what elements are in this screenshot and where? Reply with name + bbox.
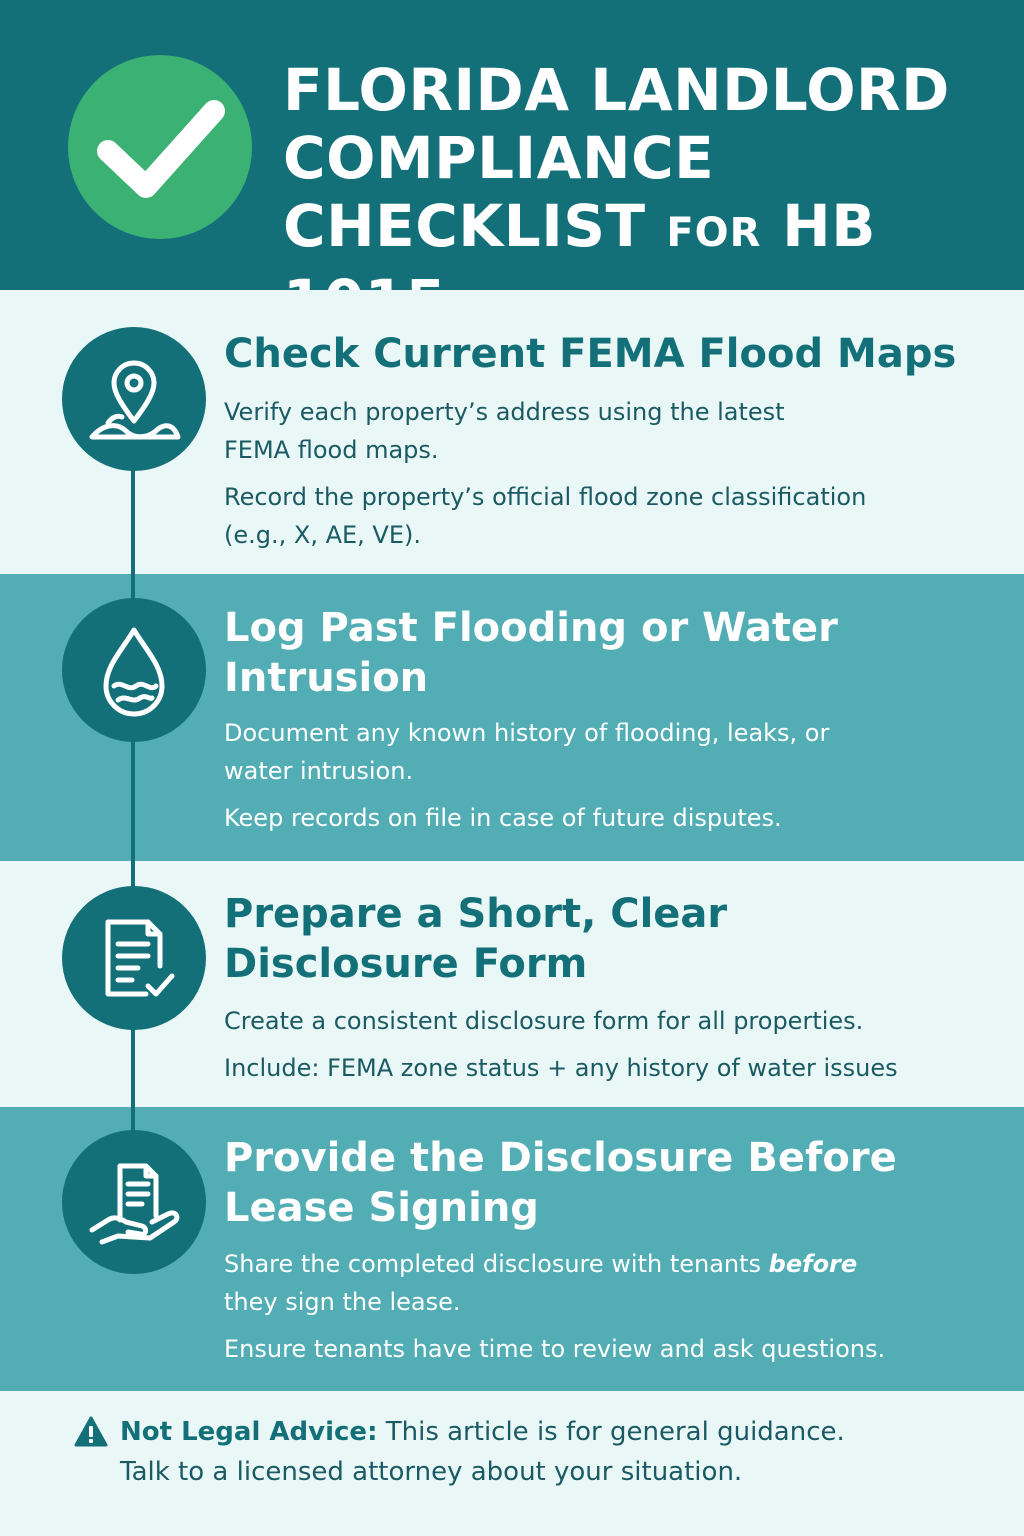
step-4-text-2: Ensure tenants have time to review and ask questions. <box>224 1335 886 1363</box>
step-3-text-1: Create a consistent disclosure form for all properties. <box>224 1007 864 1035</box>
map-pin-icon <box>62 327 206 471</box>
water-drop-icon <box>62 598 206 742</box>
document-check-icon <box>62 886 206 1030</box>
step-2-text-2: Keep records on file in case of future disputes. <box>224 804 782 832</box>
disclaimer-text: Not Legal Advice: This article is for general guidance. Talk to a licensed attorney about your situation. <box>120 1417 845 1487</box>
header-banner <box>0 0 1024 290</box>
step-1-heading: Check Current FEMA Flood Maps <box>224 331 957 377</box>
step-4-heading: Provide the Disclosure Before Lease Signing <box>224 1135 897 1231</box>
checkmark-icon <box>68 55 252 239</box>
timeline-line <box>131 450 135 1170</box>
warning-icon <box>74 1416 108 1452</box>
step-2-heading: Log Past Flooding or Water Intrusion <box>224 605 838 701</box>
step-3-text-2: Include: FEMA zone status + any history of water issues <box>224 1054 898 1082</box>
step-4-text-1: Share the completed disclosure with tenants before they sign the lease. <box>224 1250 858 1316</box>
hand-document-icon <box>62 1130 206 1274</box>
step-2-text-1: Document any known history of flooding, leaks, or water intrusion. <box>224 719 830 785</box>
step-3-heading: Prepare a Short, Clear Disclosure Form <box>224 891 728 987</box>
step-1-text-2: Record the property’s official flood zone classification (e.g., X, AE, VE). <box>224 483 867 549</box>
page-title: FLORIDA LANDLORD COMPLIANCE CHECKLIST FOR HB <box>283 56 950 260</box>
step-1-text-1: Verify each property’s address using the latest FEMA flood maps. <box>224 398 785 464</box>
